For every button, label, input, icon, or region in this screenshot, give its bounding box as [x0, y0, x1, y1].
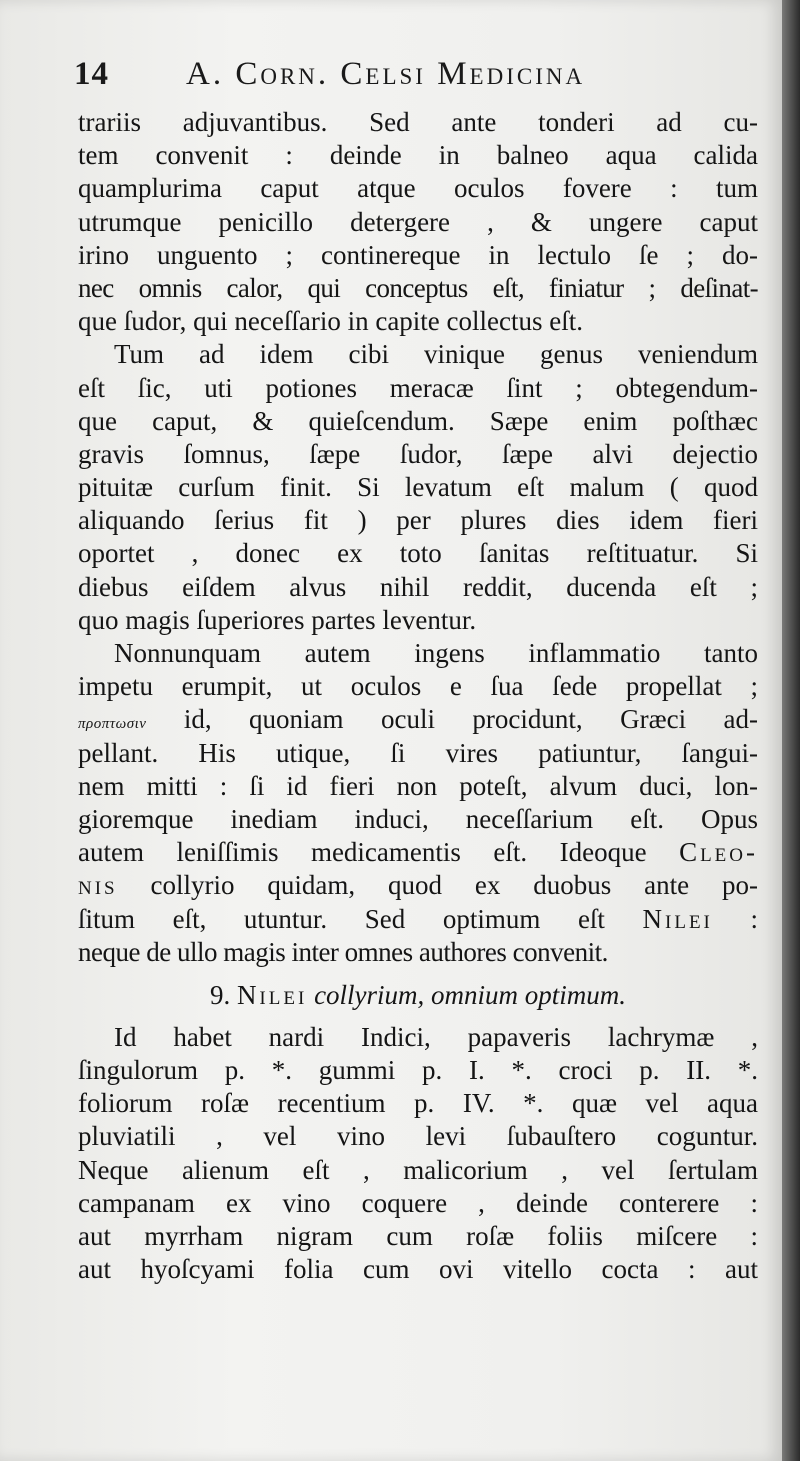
text-line: oportet , donec ex toto ſanitas reſtituatur. Si — [78, 538, 758, 569]
text-line: gravis ſomnus, ſæpe ſudor, ſæpe alvi dejectio — [78, 438, 758, 469]
section-heading — [78, 969, 758, 1021]
text-line — [78, 903, 758, 936]
page-number: 14 — [74, 56, 109, 92]
text-line: aliquando ſerius fit ) per plures dies idem fieri — [78, 505, 758, 536]
text-line: quamplurima caput atque oculos fovere : tum — [78, 173, 758, 204]
section-title: collyrium, omnium optimum. — [314, 979, 627, 1010]
author-name-cleonis: Cleo- — [679, 837, 758, 868]
text-fragment: ſitum eſt, utuntur. Sed optimum eſt — [78, 903, 643, 934]
text-line: Id habet nardi Indici, papaveris lachrymæ , — [114, 1021, 758, 1052]
text-fragment: autem leniſſimis medicamentis eſt. Ideoque — [78, 837, 680, 868]
text-fragment: : — [712, 903, 758, 934]
text-line: aut hyoſcyami folia cum ovi vitello cocta : aut — [78, 1254, 758, 1285]
text-line: gioremque inediam induci, neceſſarium eſt. Opus — [78, 803, 758, 834]
text-line: aut myrrham nigram cum roſæ foliis miſcere : — [78, 1221, 758, 1251]
text-line: que caput, & quieſcendum. Sæpe enim poſthæc — [78, 405, 758, 436]
paragraph-3 — [78, 637, 758, 969]
text-line: tem convenit : deinde in balneo aqua calida — [78, 140, 758, 171]
text-line: Tum ad idem cibi vinique genus veniendum — [114, 339, 758, 370]
text-line: neque de ullo magis inter omnes authores convenit. — [78, 936, 608, 967]
text-line: nec omnis calor, qui conceptus eſt, finiatur ; deſinat- — [78, 272, 758, 303]
text-line: ſingulorum p. *. gummi p. I. *. croci p. II. *. — [78, 1055, 758, 1086]
text-line: campanam ex vino coquere , deinde conterere : — [78, 1187, 758, 1218]
greek-word: προπτωσιν — [78, 716, 147, 733]
text-line — [78, 703, 758, 736]
section-author-name: Nilei — [236, 979, 308, 1010]
text-line: utrumque penicillo detergere , & ungere caput — [78, 206, 758, 237]
paragraph-1 — [78, 106, 758, 338]
text-line: pituitæ curſum finit. Si levatum eſt malum ( quod — [78, 472, 758, 503]
paragraph-4 — [78, 1021, 758, 1287]
text-line — [78, 836, 758, 869]
text-line: pluviatili , vel vino levi ſubauſtero coguntur. — [78, 1121, 758, 1152]
text-line: diebus eiſdem alvus nihil reddit, ducenda eſt ; — [78, 571, 758, 602]
text-fragment: collyrio quidam, quod ex duobus ante po- — [117, 870, 758, 901]
author-name-cleonis-end: nis — [78, 870, 118, 901]
text-line: foliorum roſæ recentium p. IV. *. quæ vel aqua — [78, 1088, 758, 1119]
text-line: quo magis ſuperiores partes leventur. — [78, 604, 477, 635]
text-line: irino unguento ; continereque in lectulo ſe ; do- — [78, 239, 758, 270]
body-text — [78, 106, 758, 1286]
text-line: Neque alienum eſt , malicorium , vel ſertulam — [78, 1154, 758, 1185]
text-line: que ſudor, qui neceſſario in capite collectus eſt. — [78, 306, 583, 337]
book-gutter-shadow — [782, 0, 800, 1461]
text-line: pellant. His utique, ſi vires patiuntur, ſangui- — [78, 737, 758, 768]
text-line: eſt ſic, uti potiones meracæ ſint ; obtegendum- — [78, 372, 758, 403]
author-name-nilei: Nilei — [642, 903, 713, 934]
text-line: trariis adjuvantibus. Sed ante tonderi ad cu- — [78, 107, 758, 137]
section-number: 9. — [209, 979, 231, 1010]
running-title: A. Corn. Celsi Medicina — [186, 56, 586, 92]
text-fragment: id, quoniam oculi procidunt, Græci ad- — [146, 704, 758, 735]
paragraph-2 — [78, 338, 758, 637]
text-line: impetu erumpit, ut oculos e ſua ſede propellat ; — [78, 671, 758, 702]
page-header — [74, 52, 764, 96]
text-line: nem mitti : ſi id fieri non poteſt, alvum duci, lon- — [78, 770, 758, 801]
text-line: Nonnunquam autem ingens inflammatio tanto — [114, 638, 758, 668]
text-line — [78, 869, 758, 902]
